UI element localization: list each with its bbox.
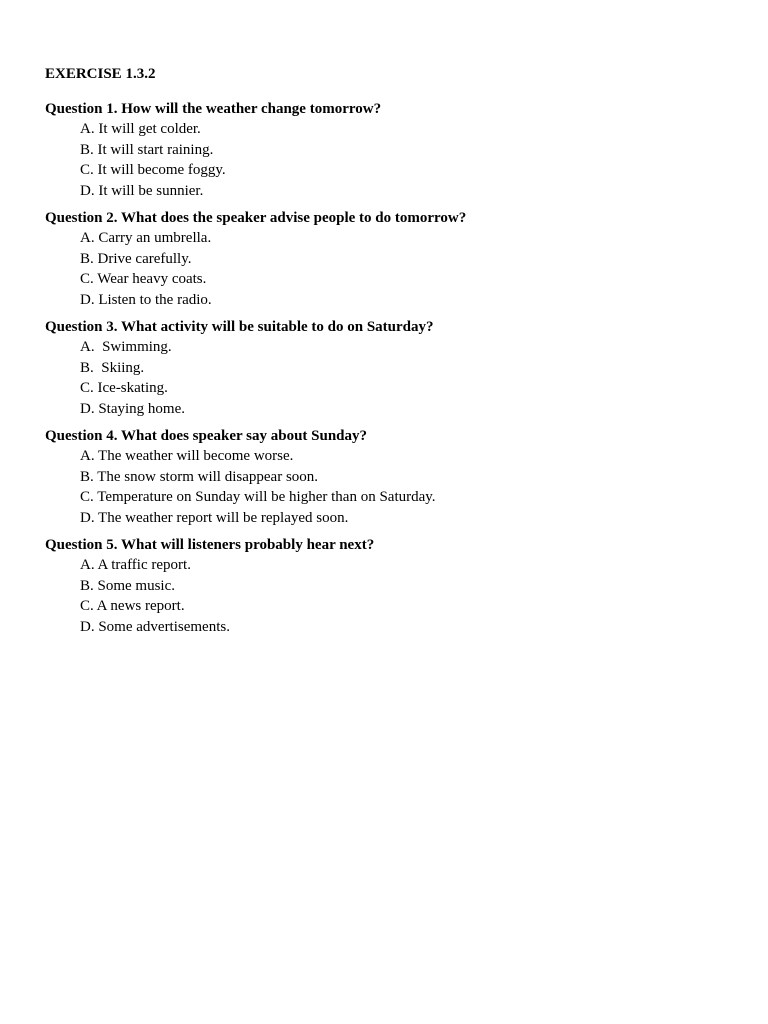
answer-option-b: B. Drive carefully. (80, 250, 192, 267)
answer-option-c: C. Temperature on Sunday will be higher than on Saturday. (80, 489, 436, 505)
question-text: Question 4. What does speaker say about Sunday? (45, 428, 368, 444)
question-text: Question 3. What activity will be suitable to do on Saturday? (45, 319, 434, 335)
answer-options (45, 555, 735, 637)
answer-options (45, 119, 735, 201)
question-4 (45, 426, 735, 528)
answer-option-d: D. It will be sunnier. (80, 182, 204, 199)
answer-option-d: D. Some advertisements. (80, 618, 230, 635)
question-2 (45, 208, 735, 310)
question-5 (45, 535, 735, 637)
answer-option-a: A. A traffic report. (80, 557, 191, 573)
answer-option-a: A. The weather will become worse. (80, 448, 294, 464)
question-text: Question 2. What does the speaker advise people to do tomorrow? (45, 210, 467, 226)
answer-option-c: C. Wear heavy coats. (80, 271, 207, 287)
question-text: Question 1. How will the weather change tomorrow? (45, 101, 382, 117)
answer-option-c: C. It will become foggy. (80, 162, 226, 178)
answer-option-c: C. A news report. (80, 598, 185, 614)
answer-option-a: A. It will get colder. (80, 121, 201, 137)
exercise-title: EXERCISE 1.3.2 (45, 66, 156, 82)
answer-option-d: D. Listen to the radio. (80, 291, 212, 308)
answer-options (45, 228, 735, 310)
answer-option-d: D. The weather report will be replayed soon. (80, 509, 349, 526)
answer-options (45, 446, 735, 528)
answer-option-b: B. The snow storm will disappear soon. (80, 468, 319, 485)
answer-option-b: B. Some music. (80, 577, 176, 594)
answer-option-a: A. Swimming. (80, 339, 172, 355)
answer-option-a: A. Carry an umbrella. (80, 230, 212, 246)
answer-option-b: B. It will start raining. (80, 141, 214, 158)
answer-option-c: C. Ice-skating. (80, 380, 168, 396)
question-text: Question 5. What will listeners probably hear next? (45, 537, 375, 553)
answer-option-b: B. Skiing. (80, 359, 145, 376)
question-1 (45, 99, 735, 201)
answer-option-d: D. Staying home. (80, 400, 185, 417)
question-3 (45, 317, 735, 419)
answer-options (45, 337, 735, 419)
document-page (45, 64, 735, 644)
